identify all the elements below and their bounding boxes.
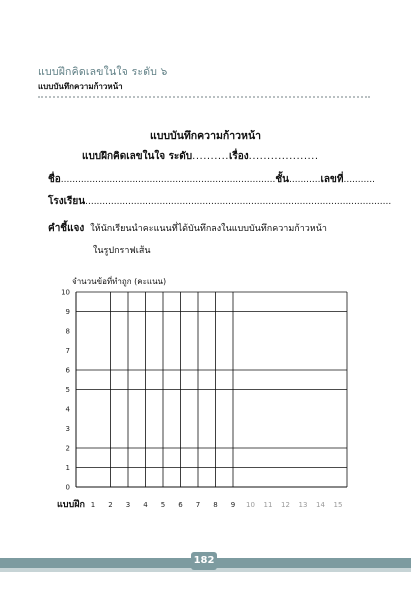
y-tick-label: 3 [65, 425, 70, 433]
header-title: แบบฝึกคิดเลขในใจ ระดับ ๖ [38, 66, 168, 78]
x-axis-label: แบบฝึก [57, 500, 85, 510]
x-tick-label: 10 [246, 501, 255, 509]
y-tick-label: 1 [65, 464, 70, 472]
y-tick-label: 6 [65, 366, 70, 375]
x-tick-label: 7 [195, 501, 201, 509]
instruction-line-2: ในรูปกราฟเส้น [93, 246, 151, 256]
topic-label: เรื่อง [228, 151, 249, 162]
level-blank[interactable]: .......... [192, 151, 229, 162]
x-tick-label: 8 [213, 501, 218, 509]
x-tick-label: 12 [281, 501, 290, 509]
instruction-text-1: ให้นักเรียนนำคะแนนที่ได้บันทึกลงในแบบบันทึกความก้าวหน้า [90, 224, 327, 234]
x-tick-label: 2 [108, 501, 113, 509]
x-tick-label: 6 [178, 501, 183, 509]
x-tick-label: 9 [230, 501, 236, 509]
y-tick-label: 0 [65, 483, 70, 492]
x-tick-label: 14 [316, 501, 325, 509]
x-tick-label: 5 [160, 501, 166, 509]
topic-blank[interactable]: ................... [248, 151, 319, 162]
y-tick-label: 7 [65, 347, 70, 355]
form-subtitle-prefix: แบบฝึกคิดเลขในใจ ระดับ [82, 151, 193, 162]
y-tick-label: 2 [65, 444, 70, 453]
name-label: ชื่อ [48, 174, 61, 185]
x-tick-label: 1 [90, 501, 96, 509]
x-tick-label: 13 [298, 501, 308, 509]
grade-label: ชั้น [275, 174, 289, 185]
y-tick-label: 4 [65, 405, 70, 414]
y-tick-label: 8 [65, 327, 70, 336]
y-axis-label: จำนวนข้อที่ทำถูก (คะแนน) [72, 277, 167, 286]
number-blank[interactable]: ........... [343, 175, 375, 185]
form-title: แบบบันทึกความก้าวหน้า [149, 130, 262, 142]
x-tick-label: 11 [263, 501, 273, 509]
y-tick-label: 9 [65, 308, 70, 316]
number-label: เลขที่ [320, 174, 344, 185]
y-tick-label: 10 [61, 288, 70, 297]
grade-blank[interactable]: ........... [289, 175, 321, 185]
x-tick-label: 15 [333, 501, 343, 509]
x-tick-label: 3 [125, 501, 131, 509]
instruction-label: คำชี้แจง [48, 223, 85, 234]
page-number: 182 [191, 552, 217, 570]
header-subtitle: แบบบันทึกความก้าวหน้า [38, 82, 123, 91]
y-tick-label: 5 [65, 386, 70, 394]
school-blank[interactable]: ........................................................................................................... [85, 197, 392, 207]
x-tick-label: 4 [143, 501, 148, 509]
school-label: โรงเรียน [48, 196, 86, 207]
name-blank[interactable]: ........................................................................... [60, 175, 276, 185]
